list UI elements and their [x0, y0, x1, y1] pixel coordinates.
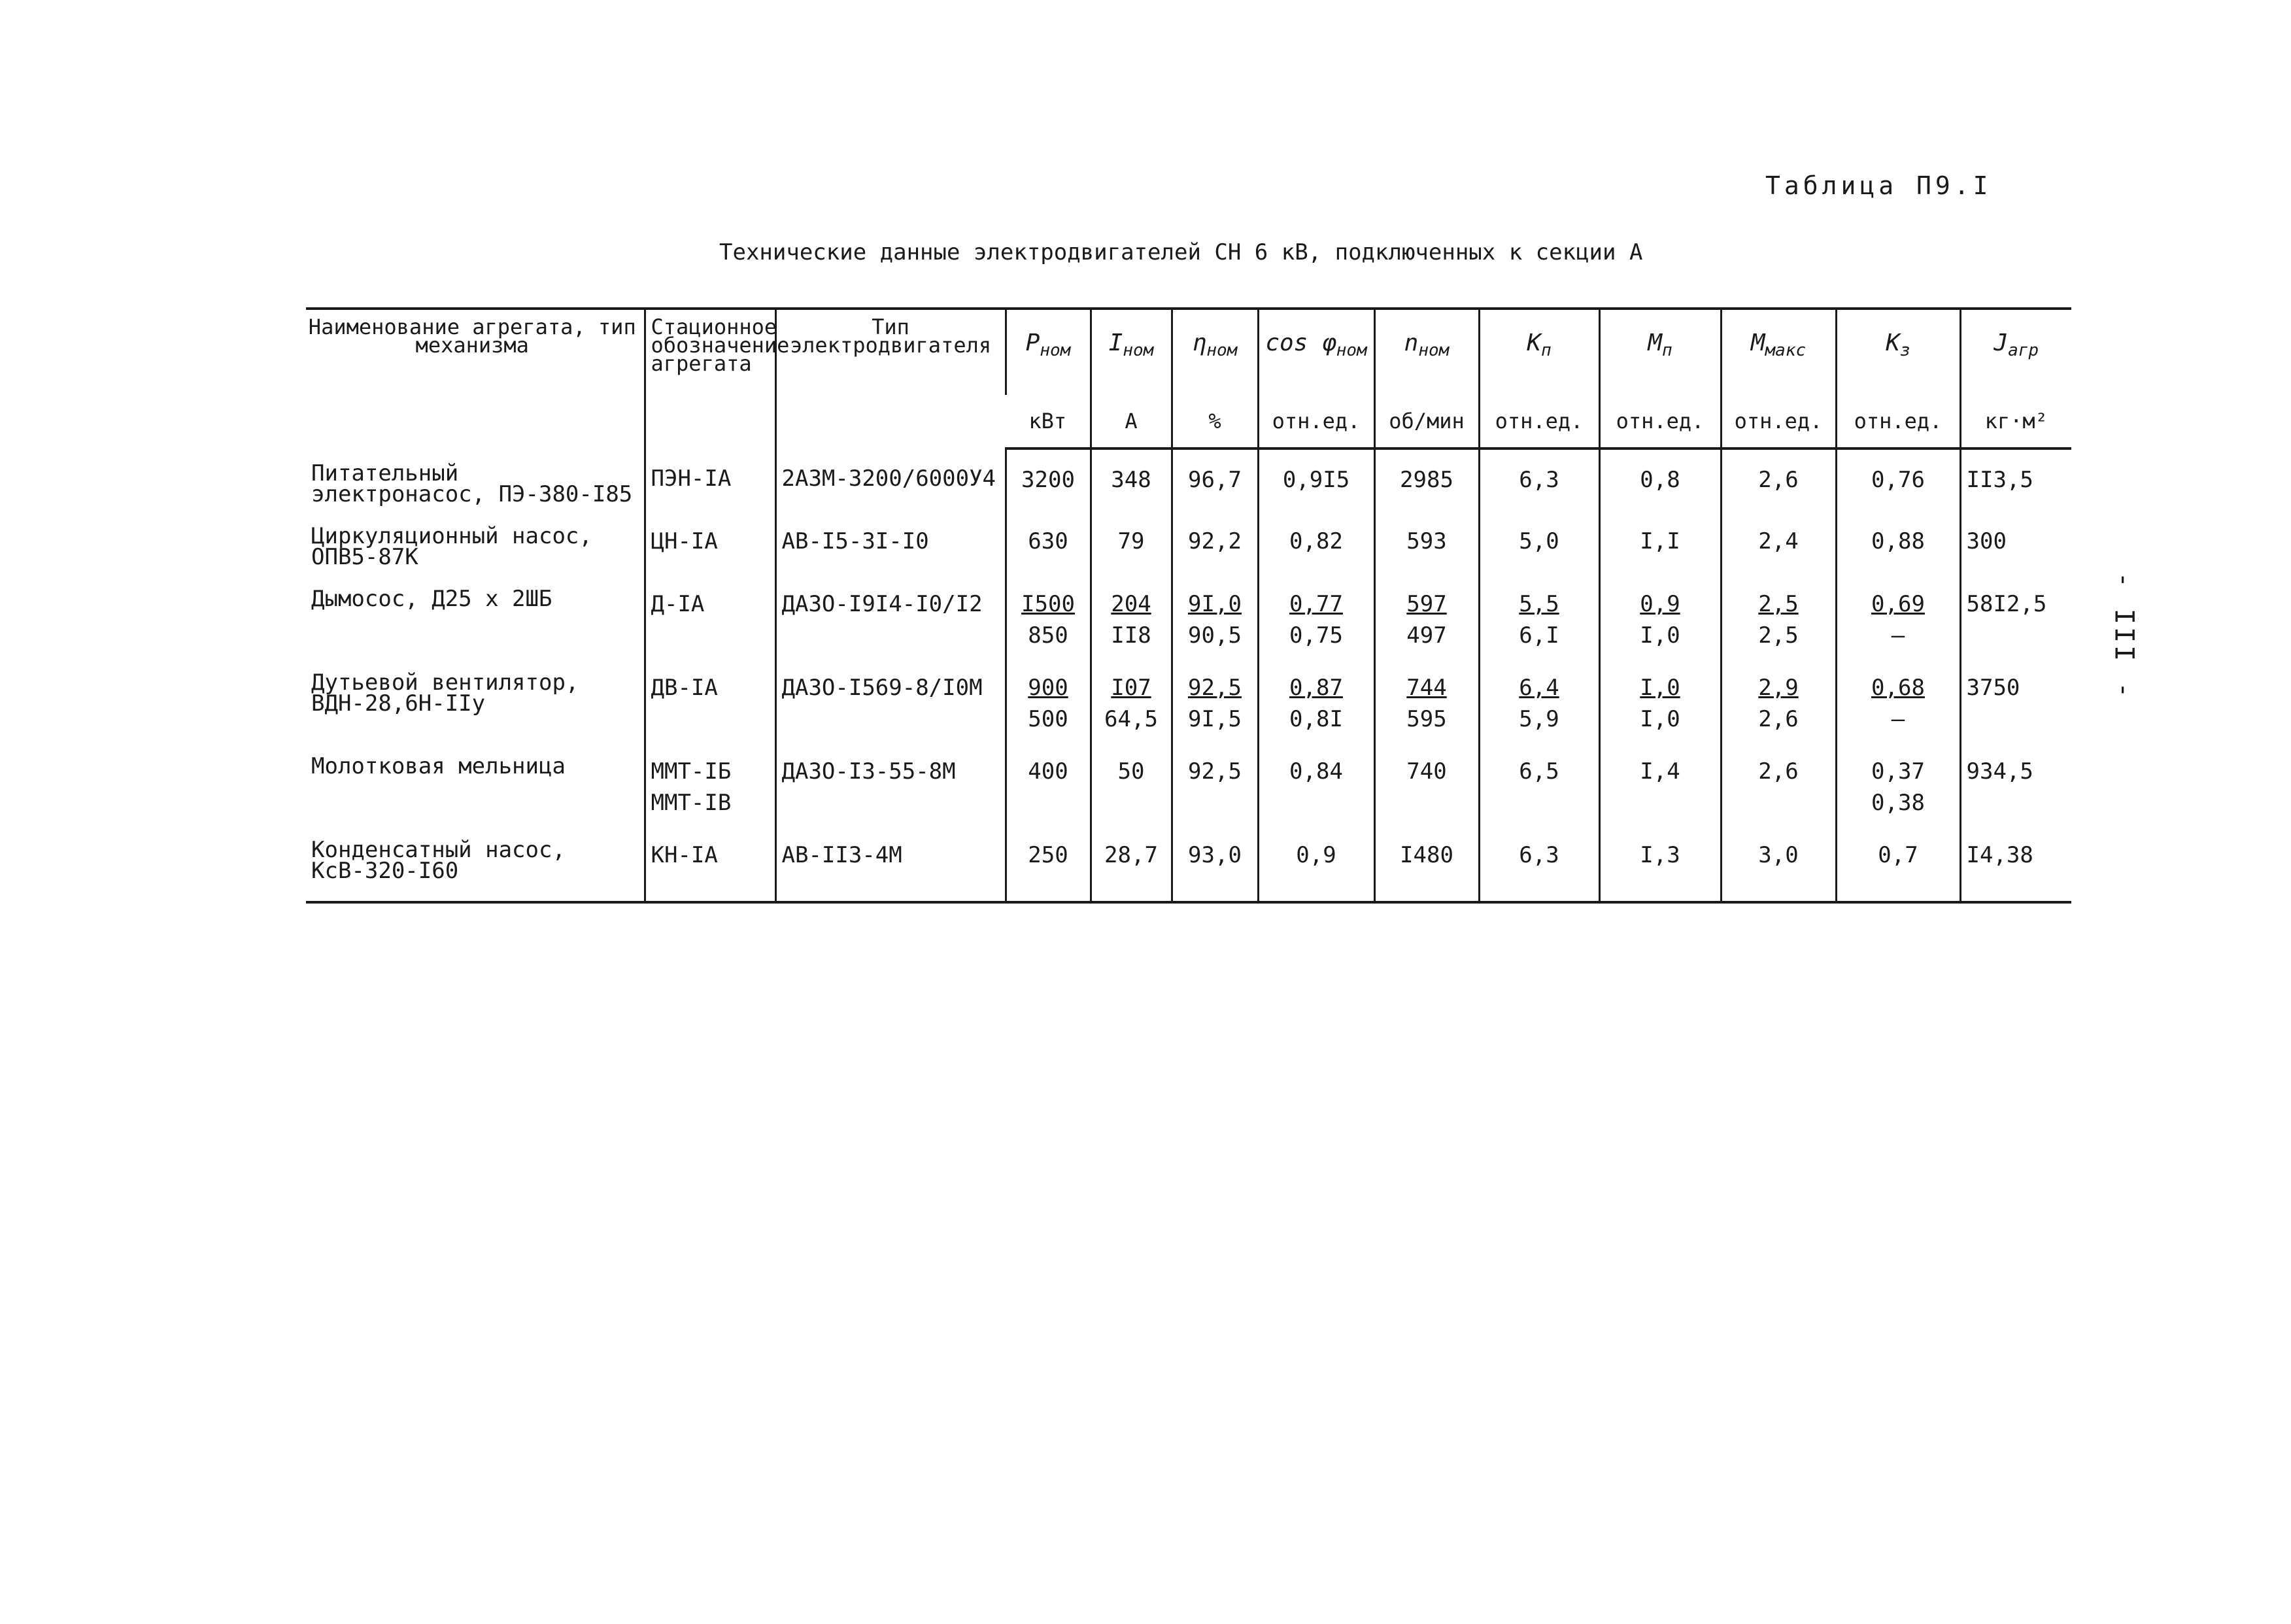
cell-cos	[1258, 825, 1374, 902]
cell-mp	[1599, 825, 1721, 902]
header-mp-sym: $M_п$	[1599, 309, 1721, 395]
cell-i	[1091, 574, 1172, 658]
cell-p	[1006, 825, 1091, 902]
header-n-sym: $n_{ном}$	[1374, 309, 1479, 395]
cell-value: I07	[1111, 675, 1151, 701]
cell-i	[1091, 448, 1172, 511]
cell-kp	[1479, 825, 1599, 902]
cell-name: Конденсатный насос, КсВ-320-I60	[306, 825, 645, 902]
cell-value: 300	[1966, 528, 2007, 554]
cell-value: I480	[1400, 842, 1453, 868]
cell-value: 2,9	[1758, 675, 1799, 701]
cell-code	[645, 741, 775, 825]
cell-eta	[1172, 574, 1258, 658]
cell-kp	[1479, 658, 1599, 741]
cell-value: I,3	[1640, 842, 1680, 868]
cell-value: 0,82	[1289, 528, 1343, 554]
cell-j	[1960, 574, 2071, 658]
header-p-unit: кВт	[1006, 395, 1091, 448]
cell-value: 0,76	[1871, 467, 1925, 493]
cell-value: 0,8I	[1289, 706, 1343, 732]
cell-value: 0,69	[1871, 591, 1925, 617]
cell-mmax	[1721, 741, 1836, 825]
table-row	[306, 448, 2071, 511]
cell-cos	[1258, 658, 1374, 741]
cell-kz	[1836, 825, 1960, 902]
cell-code	[645, 825, 775, 902]
cell-mp	[1599, 741, 1721, 825]
cell-motor: АВ-I5-3I-I0	[775, 511, 1006, 574]
cell-cos	[1258, 448, 1374, 511]
cell-i	[1091, 511, 1172, 574]
cell-value: 204	[1111, 591, 1151, 617]
cell-mmax	[1721, 825, 1836, 902]
cell-value: 2,6	[1758, 467, 1799, 493]
cell-value: 744	[1406, 675, 1447, 701]
cell-motor: ДАЗО-I3-55-8М	[775, 741, 1006, 825]
cell-value: 2,5	[1758, 622, 1799, 649]
cell-value: 3200	[1021, 467, 1075, 493]
cell-eta	[1172, 741, 1258, 825]
cell-name: Питательный электронасос, ПЭ-380-I85	[311, 460, 633, 507]
cell-value: 0,88	[1871, 528, 1925, 554]
table-label: Таблица П9.I	[1765, 171, 1992, 200]
cell-mp	[1599, 658, 1721, 741]
cell-n	[1374, 741, 1479, 825]
cell-value: 50	[1117, 758, 1145, 785]
cell-value: 0,8	[1640, 467, 1680, 493]
cell-mp	[1599, 448, 1721, 511]
cell-n	[1374, 825, 1479, 902]
cell-value: 5,5	[1519, 591, 1559, 617]
cell-value: 597	[1406, 591, 1447, 617]
cell-value: 0,7	[1878, 842, 1918, 868]
cell-kz	[1836, 574, 1960, 658]
cell-value: 0,9	[1296, 842, 1336, 868]
cell-n	[1374, 448, 1479, 511]
cell-value: 92,2	[1188, 528, 1242, 554]
header-kp-sym: $K_п$	[1479, 309, 1599, 395]
cell-code	[645, 448, 775, 511]
cell-name: Молотковая мельница	[311, 753, 566, 779]
cell-kz	[1836, 511, 1960, 574]
cell-j	[1960, 825, 2071, 902]
cell-p	[1006, 511, 1091, 574]
cell-mp	[1599, 574, 1721, 658]
cell-n	[1374, 658, 1479, 741]
cell-p	[1006, 658, 1091, 741]
cell-mp	[1599, 511, 1721, 574]
cell-value: 96,7	[1188, 467, 1242, 493]
cell-value: –	[1891, 706, 1905, 732]
cell-i	[1091, 658, 1172, 741]
header-kp-unit: отн.ед.	[1479, 395, 1599, 448]
cell-value: 0,84	[1289, 758, 1343, 785]
cell-cos	[1258, 741, 1374, 825]
header-kz-sym: $K_з$	[1836, 309, 1960, 395]
cell-value: 92,5	[1188, 675, 1242, 701]
cell-name: Дутьевой вентилятор, ВДН-28,6Н-IIу	[311, 669, 579, 717]
cell-code	[645, 511, 775, 574]
header-j-sym: $J_{агр}$	[1960, 309, 2071, 395]
header-p-sym: $P_{ном}$	[1006, 309, 1091, 395]
cell-j	[1960, 741, 2071, 825]
cell-motor: ДАЗО-I9I4-I0/I2	[775, 574, 1006, 658]
cell-i	[1091, 825, 1172, 902]
cell-value: 64,5	[1104, 706, 1158, 732]
cell-j	[1960, 511, 2071, 574]
cell-value: 5,9	[1519, 706, 1559, 732]
cell-value: 2,5	[1758, 591, 1799, 617]
cell-value: 3750	[1966, 675, 2020, 701]
cell-value: 0,77	[1289, 591, 1343, 617]
cell-value: 0,37	[1871, 758, 1925, 785]
cell-value: 79	[1117, 528, 1145, 554]
cell-value: 595	[1406, 706, 1447, 732]
header-mmax-sym: $M_{макс}$	[1721, 309, 1836, 395]
cell-value: ММТ-IБ	[651, 758, 732, 785]
header-code: Стационное обозначение агрегата	[645, 309, 775, 448]
cell-value: I,0	[1640, 622, 1680, 649]
motor-data-table	[306, 307, 2071, 904]
header-mmax-unit: отн.ед.	[1721, 395, 1836, 448]
table-row	[306, 511, 2071, 574]
cell-value: 2,6	[1758, 706, 1799, 732]
cell-kp	[1479, 741, 1599, 825]
cell-value: II3,5	[1966, 467, 2033, 493]
header-cos-unit: отн.ед.	[1258, 395, 1374, 448]
table-row	[306, 658, 2071, 741]
cell-value: 593	[1406, 528, 1447, 554]
header-i-sym: $I_{ном}$	[1091, 309, 1172, 395]
cell-j	[1960, 448, 2071, 511]
cell-value: 0,87	[1289, 675, 1343, 701]
cell-n	[1374, 574, 1479, 658]
cell-value: 934,5	[1966, 758, 2033, 785]
page-number: - III -	[2109, 571, 2139, 701]
cell-value: 2985	[1400, 467, 1453, 493]
cell-value: 0,38	[1871, 790, 1925, 816]
cell-value: 500	[1028, 706, 1068, 732]
cell-mmax	[1721, 448, 1836, 511]
cell-value: 0,75	[1289, 622, 1343, 649]
cell-value: I,I	[1640, 528, 1680, 554]
cell-value: 2,6	[1758, 758, 1799, 785]
cell-value: 3,0	[1758, 842, 1799, 868]
cell-value: 900	[1028, 675, 1068, 701]
cell-name: Дымосос, Д25 х 2ШБ	[311, 586, 552, 612]
cell-motor: АВ-II3-4М	[775, 825, 1006, 902]
cell-value: 58I2,5	[1966, 591, 2047, 617]
cell-name: Циркуляционный насос, ОПВ5-87К	[311, 523, 592, 570]
cell-value: ПЭН-IА	[651, 465, 732, 492]
table-row	[306, 741, 2071, 825]
cell-kz	[1836, 658, 1960, 741]
cell-motor: ДАЗО-I569-8/I0М	[775, 658, 1006, 741]
cell-value: 6,I	[1519, 622, 1559, 649]
cell-value: 9I,5	[1188, 706, 1242, 732]
cell-value: 630	[1028, 528, 1068, 554]
cell-value: 0,68	[1871, 675, 1925, 701]
cell-p	[1006, 574, 1091, 658]
cell-value: 497	[1406, 622, 1447, 649]
table-row	[306, 574, 2071, 658]
cell-value: 5,0	[1519, 528, 1559, 554]
cell-n	[1374, 511, 1479, 574]
cell-value: 9I,0	[1188, 591, 1242, 617]
cell-value: I,0	[1640, 675, 1680, 701]
cell-kp	[1479, 574, 1599, 658]
header-name: Наименование агрегата, тип механизма	[306, 309, 645, 448]
header-j-unit: кг·м²	[1960, 395, 2071, 448]
cell-kz	[1836, 741, 1960, 825]
cell-value: I4,38	[1966, 842, 2033, 868]
cell-eta	[1172, 511, 1258, 574]
cell-eta	[1172, 658, 1258, 741]
cell-value: 6,5	[1519, 758, 1559, 785]
cell-value: I,0	[1640, 706, 1680, 732]
cell-mmax	[1721, 574, 1836, 658]
cell-value: 6,4	[1519, 675, 1559, 701]
header-eta-unit: %	[1172, 395, 1258, 448]
cell-value: 740	[1406, 758, 1447, 785]
cell-value: 850	[1028, 622, 1068, 649]
cell-j	[1960, 658, 2071, 741]
cell-p	[1006, 448, 1091, 511]
cell-value: 0,9	[1640, 591, 1680, 617]
cell-value: ДВ-IА	[651, 675, 718, 701]
cell-kp	[1479, 448, 1599, 511]
header-i-unit: А	[1091, 395, 1172, 448]
cell-code	[645, 574, 775, 658]
cell-eta	[1172, 448, 1258, 511]
header-eta-sym: $\eta_{ном}$	[1172, 309, 1258, 395]
header-cos-sym: $\cos \varphi_{ном}$	[1258, 309, 1374, 395]
cell-value: 92,5	[1188, 758, 1242, 785]
header-kz-unit: отн.ед.	[1836, 395, 1960, 448]
cell-kz	[1836, 448, 1960, 511]
table-caption: Технические данные электродвигателей СН 6 кВ, подключенных к секции А	[719, 239, 1643, 265]
cell-value: 2,4	[1758, 528, 1799, 554]
header-n-unit: об/мин	[1374, 395, 1479, 448]
cell-eta	[1172, 825, 1258, 902]
table-row	[306, 825, 2071, 902]
cell-value: 250	[1028, 842, 1068, 868]
cell-i	[1091, 741, 1172, 825]
cell-value: 0,9I5	[1282, 467, 1350, 493]
cell-mmax	[1721, 658, 1836, 741]
cell-kp	[1479, 511, 1599, 574]
cell-cos	[1258, 574, 1374, 658]
cell-value: 6,3	[1519, 467, 1559, 493]
cell-value: II8	[1111, 622, 1151, 649]
header-mp-unit: отн.ед.	[1599, 395, 1721, 448]
cell-cos	[1258, 511, 1374, 574]
table-body	[306, 448, 2071, 902]
cell-value: ЦН-IА	[651, 528, 718, 554]
cell-value: 348	[1111, 467, 1151, 493]
cell-value: 6,3	[1519, 842, 1559, 868]
cell-value: 93,0	[1188, 842, 1242, 868]
cell-value: –	[1891, 622, 1905, 649]
cell-value: КН-IА	[651, 842, 718, 868]
cell-p	[1006, 741, 1091, 825]
cell-value: I,4	[1640, 758, 1680, 785]
header-motor: Тип электродвигателя	[775, 309, 1006, 448]
cell-motor: 2АЗМ-3200/6000У4	[775, 448, 1006, 511]
data-table-wrapper	[306, 307, 2071, 904]
cell-value: 28,7	[1104, 842, 1158, 868]
cell-code	[645, 658, 775, 741]
cell-value: 90,5	[1188, 622, 1242, 649]
cell-mmax	[1721, 511, 1836, 574]
cell-value: ММТ-IВ	[651, 790, 732, 816]
cell-value: Д-IА	[651, 591, 705, 617]
cell-value: I500	[1021, 591, 1075, 617]
cell-value: 400	[1028, 758, 1068, 785]
